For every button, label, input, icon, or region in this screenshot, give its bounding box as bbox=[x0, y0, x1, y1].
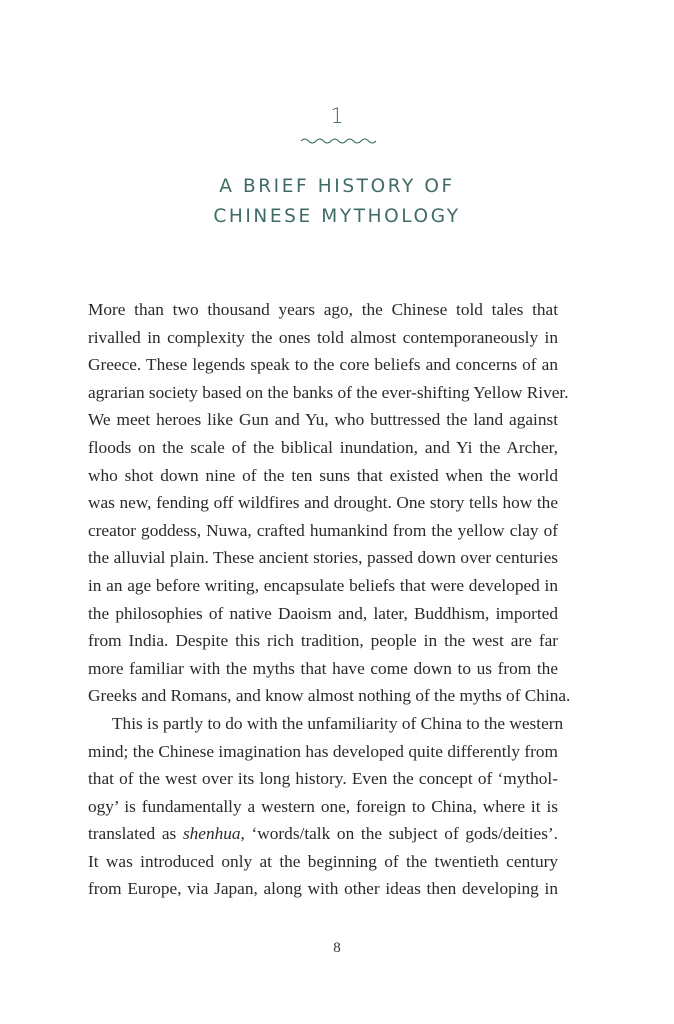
text-line: that of the west over its long history. Even the concept of ‘mythol- bbox=[88, 769, 558, 789]
text-line: was new, fending off wildfires and drought. One story tells how the bbox=[88, 493, 558, 513]
text-line: who shot down nine of the ten suns that existed when the world bbox=[88, 465, 558, 485]
text-line: This is partly to do with the unfamiliarity of China to the western bbox=[112, 713, 564, 733]
text-line: floods on the scale of the biblical inundation, and Yi the Archer, bbox=[88, 437, 558, 457]
text-line: from Europe, via Japan, along with other ideas then developing in bbox=[88, 879, 558, 899]
wave-divider-icon bbox=[300, 136, 378, 146]
text-line: It was introduced only at the beginning of the twentieth century bbox=[88, 851, 558, 871]
chapter-title bbox=[0, 172, 674, 232]
text-line: in an age before writing, encapsulate beliefs that were developed in bbox=[88, 575, 558, 595]
text-line: the philosophies of native Daoism and, later, Buddhism, imported bbox=[88, 603, 558, 623]
chapter-title-line-2: CHINESE MYTHOLOGY bbox=[213, 206, 461, 227]
text-line bbox=[88, 820, 558, 848]
page-number: 8 bbox=[333, 940, 341, 956]
text-line: from India. Despite this rich tradition, people in the west are far bbox=[88, 631, 558, 651]
chapter-number: 1 bbox=[330, 104, 344, 128]
paragraph-2 bbox=[88, 710, 564, 903]
body-text bbox=[88, 296, 571, 903]
text-segment: translated as bbox=[88, 824, 183, 844]
italic-term: shenhua bbox=[182, 824, 241, 844]
paragraph-1 bbox=[88, 296, 571, 710]
text-line: creator goddess, Nuwa, crafted humankind from the yellow clay of bbox=[88, 520, 558, 540]
text-line: more familiar with the myths that have come down to us from the bbox=[88, 658, 558, 678]
text-line: rivalled in complexity the ones told almost contemporaneously in bbox=[88, 327, 558, 347]
text-line: ogy’ is fundamentally a western one, foreign to China, where it is bbox=[88, 796, 558, 816]
text-line: mind; the Chinese imagination has developed quite differently from bbox=[88, 741, 558, 761]
text-line: More than two thousand years ago, the Chinese told tales that bbox=[88, 300, 558, 319]
text-line: Greece. These legends speak to the core beliefs and concerns of an bbox=[88, 355, 558, 375]
text-line: We meet heroes like Gun and Yu, who buttressed the land against bbox=[88, 410, 558, 430]
text-line: agrarian society based on the banks of the ever-shifting Yellow River. bbox=[88, 382, 569, 402]
text-segment: , ‘words/talk on the subject of gods/deities’. bbox=[240, 824, 559, 844]
text-line: Greeks and Romans, and know almost nothing of the myths of China. bbox=[88, 686, 571, 706]
chapter-title-line-1: A BRIEF HISTORY OF bbox=[219, 176, 455, 197]
text-line: the alluvial plain. These ancient stories, passed down over centuries bbox=[88, 548, 558, 568]
